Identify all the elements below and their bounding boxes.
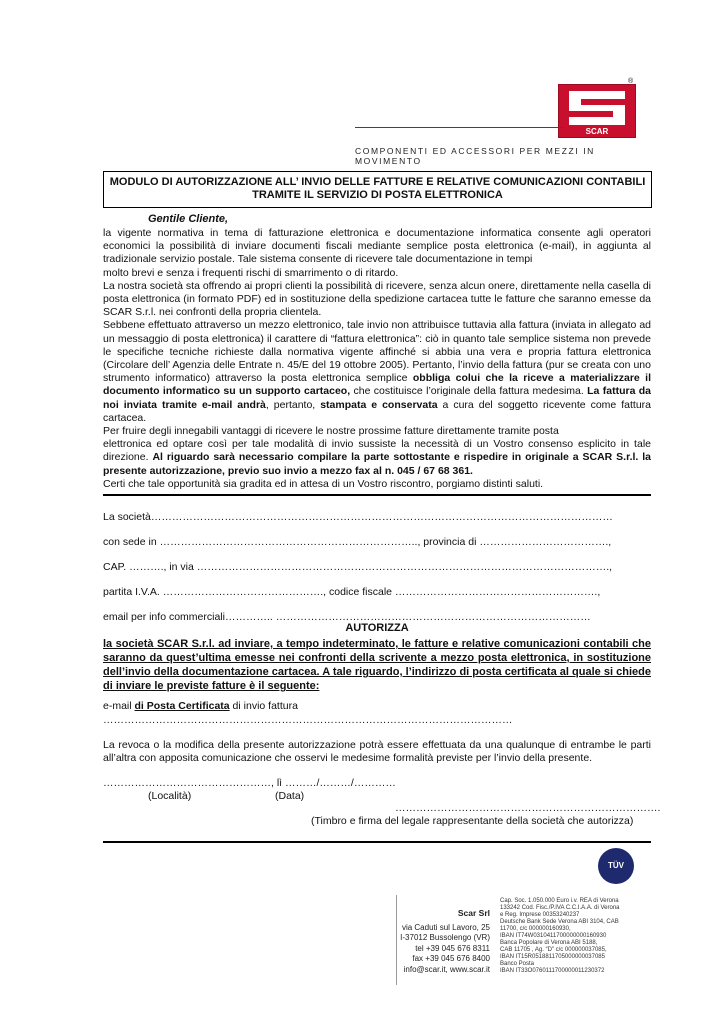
legal-line: Cap. Soc. 1.050.000 Euro i.v. REA di Verona (500, 898, 619, 904)
field-sede[interactable]: con sede in ……………………………………………………………….., provincia di ………………………………., (103, 536, 612, 548)
label-data: (Data) (275, 790, 305, 802)
paragraph-consent-2: elettronica ed optare così per tale modalità di invio sussiste la necessità di un Vostro consenso esplicito in tale direzione. Al riguardo sarà necessario compilare la parte sottostante e rispedire in originale a SCAR S.r.l. la presente autorizzazione, previo suo invio a mezzo fax al n. 045 / 67 68 361. (103, 438, 651, 477)
pec-label: e-mail di Posta Certificata di invio fattura (103, 700, 298, 712)
scar-logo-mark-icon (559, 85, 635, 137)
paragraph-intro-cont: molto brevi e senza i frequenti rischi di smarrimento o di ritardo. (103, 266, 399, 279)
paragraph-legal: Sebbene effettuato attraverso un mezzo elettronico, tale invio non attribuisce tuttavia alla fattura (inviata in allegato ad un messaggio di posta elettronica) il carattere di “fattura elettronica”: ciò in quanto tale semplice sistema non prevede le specifiche tecniche richieste dalla normativa vigente affinché si abbia una vera e propria fattura elettronica (Circolare dell’ Agenzia delle Entrate n. 45/E del 19 ottobre 2005). Pertanto, l’invio della fattura (pur se creata con uno strumento informatico) attraverso la posta elettronica semplice obbliga colui che la riceve a materializzare il documento informatico su un supporto cartaceo, che costituisce l’originale della fattura medesima. La fattura da noi inviata tramite e-mail andrà, pertanto, stampata e conservata a cura del soggetto ricevente come fattura cartacea. (103, 319, 651, 424)
address-line: I-37012 Bussolengo (VR) (400, 933, 490, 942)
form-title-line-2: TRAMITE IL SERVIZIO DI POSTA ELETTRONICA (252, 189, 503, 201)
field-societa[interactable]: La società…………………………………………………………………………………………………………………… (103, 511, 613, 523)
legal-line: 133242 Cod. Fisc./P.IVA C.C.I.A.A. di Verona (500, 905, 620, 911)
field-cap-via[interactable]: CAP. ………., in via ………………………………………………………………………………………………………., (103, 561, 613, 573)
company-name: Scar Srl (457, 908, 490, 918)
registered-mark: ® (628, 78, 634, 85)
address-line: tel +39 045 676 8311 (415, 943, 490, 953)
form-title-box (103, 171, 652, 208)
company-address (395, 908, 490, 975)
letter-body (103, 227, 651, 491)
tuv-certification-icon: TÜV (598, 848, 634, 884)
autorizza-text: la società SCAR S.r.l. ad inviare, a tempo indeterminato, le fatture e relative comunicazioni contabili che saranno da quest’ultima emesse nei confronti della scrivente a mezzo posta elettronica, in sostituzione dell’invio della documentazione cartacea. A tale riguardo, l’indirizzo di posta certificata al quale si chiede di inviare le previste fatture è il seguente: (103, 638, 651, 692)
header-rule (355, 127, 565, 128)
paragraph-closing: Certi che tale opportunità sia gradita ed in attesa di un Vostro riscontro, porgiamo distinti saluti. (103, 477, 544, 490)
form-title-line-1: MODULO DI AUTORIZZAZIONE ALL’ INVIO DELLE FATTURE E RELATIVE COMUNICAZIONI CONTABILI (109, 176, 646, 188)
scar-logo (558, 84, 636, 138)
greeting: Gentile Cliente, (148, 213, 229, 225)
legal-line: 11700, c/c 000000160930, (500, 926, 571, 932)
paragraph-intro: la vigente normativa in tema di fatturazione elettronica e documentazione informatica consente agli operatori economici la possibilità di inviare documenti fiscali mediante semplice posta elettronica (e-mail), in aggiunta al tradizionale servizio postale. Tale sistema consente di ricevere tale documentazione in tempi (103, 227, 651, 266)
legal-line: IBAN IT33O0760111700000011230372 (500, 968, 605, 974)
legal-line: Banca Popolare di Verona ABI 5188, (500, 940, 598, 946)
legal-line: IBAN IT15R0518811705000000037085 (500, 954, 605, 960)
field-place-date[interactable]: …………………………………………, lì ………/………/………… (103, 777, 396, 789)
divider-bottom (103, 841, 651, 843)
address-line: via Caduti sul Lavoro, 25 (401, 922, 490, 932)
tagline: COMPONENTI ED ACCESSORI PER MEZZI IN MOVIMENTO (355, 146, 595, 166)
legal-line: IBAN IT74W0310411700000000160930 (500, 933, 607, 939)
divider-top (103, 494, 651, 496)
paragraph-offer: La nostra società sta offrendo ai propri clienti la possibilità di ricevere, senza alcun onere, direttamente nella casella di posta elettronica (in formato PDF) ed in sostituzione della spedizione cartacea tutte le fatture che saranno emesse da SCAR S.r.l. nei confronti della propria clientela. (103, 279, 651, 319)
legal-line: e Reg. Imprese 00353240237 (500, 912, 580, 918)
revoca-text: La revoca o la modifica della presente autorizzazione potrà essere effettuata da una qualunque di entrambe le parti all’altra con apposita comunicazione che osservi le medesime formalità previste per l’invio della presente. (103, 739, 651, 765)
legal-line: CAB 11705 , Ag. “D” c/c 000000037085, (500, 947, 607, 953)
label-localita: (Località) (148, 790, 192, 802)
field-email-commerciali[interactable]: email per info commerciali………….. ……………………………………………………………………………… (103, 611, 591, 623)
address-line: info@scar.it, www.scar.it (403, 964, 490, 974)
field-pec-address[interactable]: ……………………………………………………………………………………………………… (103, 714, 513, 726)
legal-line: Banco Posta (500, 961, 535, 967)
paragraph-consent-1: Per fruire degli innegabili vantaggi di ricevere le nostre prossime fatture direttamente tramite posta (103, 425, 559, 438)
company-legal-info (500, 898, 640, 975)
logo-text: SCAR (585, 127, 609, 136)
field-signature[interactable]: …………………………………………………………………. (395, 802, 661, 814)
autorizza-heading: AUTORIZZA (345, 622, 409, 634)
signature-caption: (Timbro e firma del legale rappresentante della società che autorizza) (311, 815, 634, 827)
legal-line: Deutsche Bank Sede Verona ABI 3104, CAB (500, 919, 619, 925)
field-piva-codice-fiscale[interactable]: partita I.V.A. ………………………………………., codice fiscale …………………………………………………., (103, 586, 601, 598)
address-line: fax +39 045 676 8400 (412, 954, 490, 963)
